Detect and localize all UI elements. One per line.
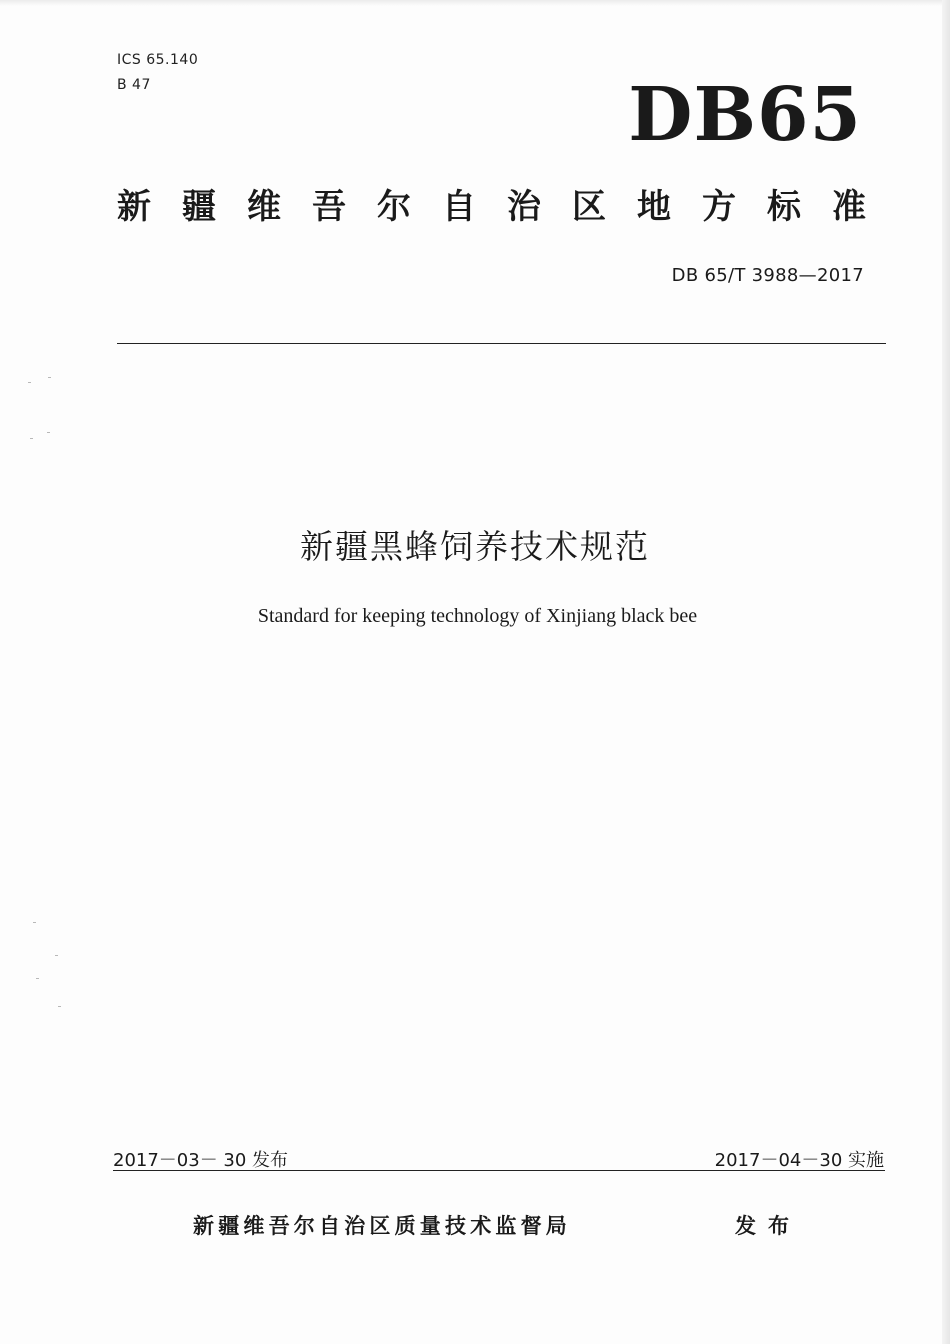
issue-label: 发布 (735, 1214, 801, 1238)
bottom-divider (113, 1170, 885, 1171)
document-title-english: Standard for keeping technology of Xinjiang black bee (257, 605, 698, 627)
document-title-chinese: 新疆黑蜂饲养技术规范 (300, 527, 650, 566)
ics-code: ICS 65.140 (117, 52, 199, 68)
scan-edge-top (0, 0, 950, 6)
issue-date: 2017－03－ 30 发布 (113, 1150, 289, 1171)
scan-speck (30, 438, 33, 439)
scan-speck (28, 382, 31, 383)
scan-speck (33, 922, 36, 923)
classification-code: B 47 (117, 77, 151, 93)
standard-type-title: 新疆维吾尔自治区地方标准 (117, 187, 897, 227)
scan-edge-right (942, 0, 950, 1344)
top-divider (117, 343, 886, 344)
standard-number: DB 65/T 3988—2017 (671, 265, 864, 286)
implementation-date: 2017－04－30 实施 (714, 1150, 884, 1171)
scan-speck (55, 955, 58, 956)
scan-speck (58, 1006, 61, 1007)
db65-logo: DB65 (628, 72, 862, 158)
issuing-authority: 新疆维吾尔自治区质量技术监督局 (193, 1214, 571, 1238)
scan-speck (48, 377, 51, 378)
scan-speck (36, 978, 39, 979)
scan-speck (47, 432, 50, 433)
